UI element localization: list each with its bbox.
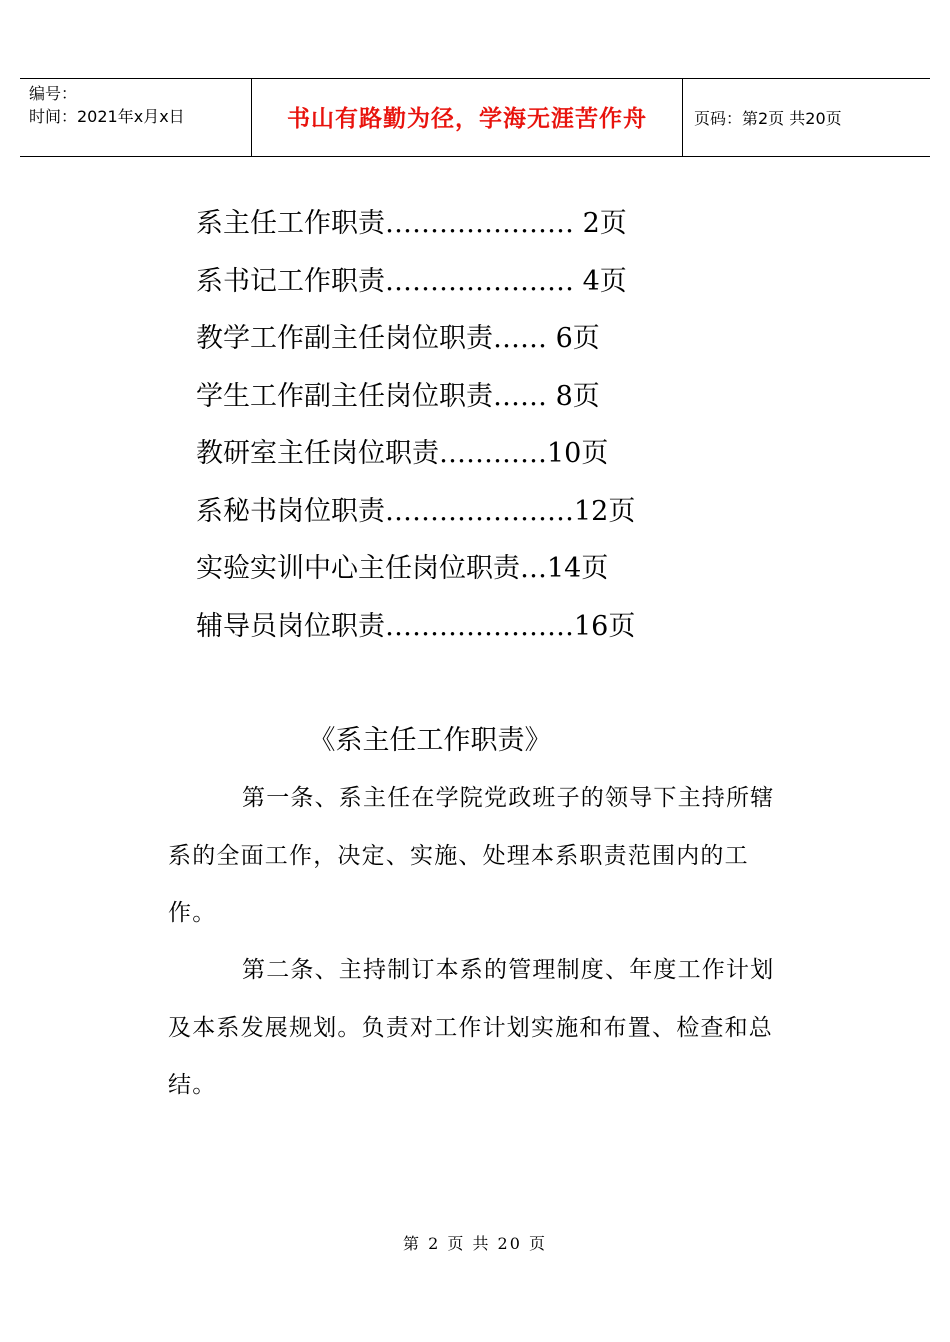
header-bottom-rule [20,156,930,157]
toc-item: 辅导员岗位职责…………………16页 [196,610,636,642]
page-header [20,78,930,156]
toc-item: 系秘书岗位职责…………………12页 [196,495,636,527]
paragraph-text: 第二条、主持制订本系的管理制度、年度工作计划及本系发展规划。负责对工作计划实施和布置、检查和总结。 [168,957,775,1098]
header-page-info: 页码：第2页 共20页 [694,109,842,128]
article-paragraph [168,942,788,1115]
table-of-contents [196,202,635,662]
toc-item: 实验实训中心主任岗位职责…14页 [196,553,609,584]
header-meta [29,82,185,128]
header-number: 编号： [29,84,78,103]
page-footer: 第 2 页 共 20 页 [403,1234,547,1253]
header-top-rule [20,78,930,79]
toc-item: 教学工作副主任岗位职责…… 6页 [196,323,600,354]
article-paragraph [168,770,788,943]
toc-item: 教研室主任岗位职责…………10页 [196,438,609,469]
toc-item: 系书记工作职责………………… 4页 [196,265,627,297]
section-title: 《系主任工作职责》 [308,725,552,756]
paragraph-text: 第一条、系主任在学院党政班子的领导下主持所辖系的全面工作，决定、实施、处理本系职责范围内的工作。 [168,785,775,926]
header-divider-2 [682,78,683,157]
toc-item: 学生工作副主任岗位职责…… 8页 [196,380,600,412]
header-time: 时间：2021年x月x日 [29,107,185,126]
header-motto: 书山有路勤为径，学海无涯苦作舟 [287,106,647,132]
toc-item: 系主任工作职责………………… 2页 [196,208,627,239]
